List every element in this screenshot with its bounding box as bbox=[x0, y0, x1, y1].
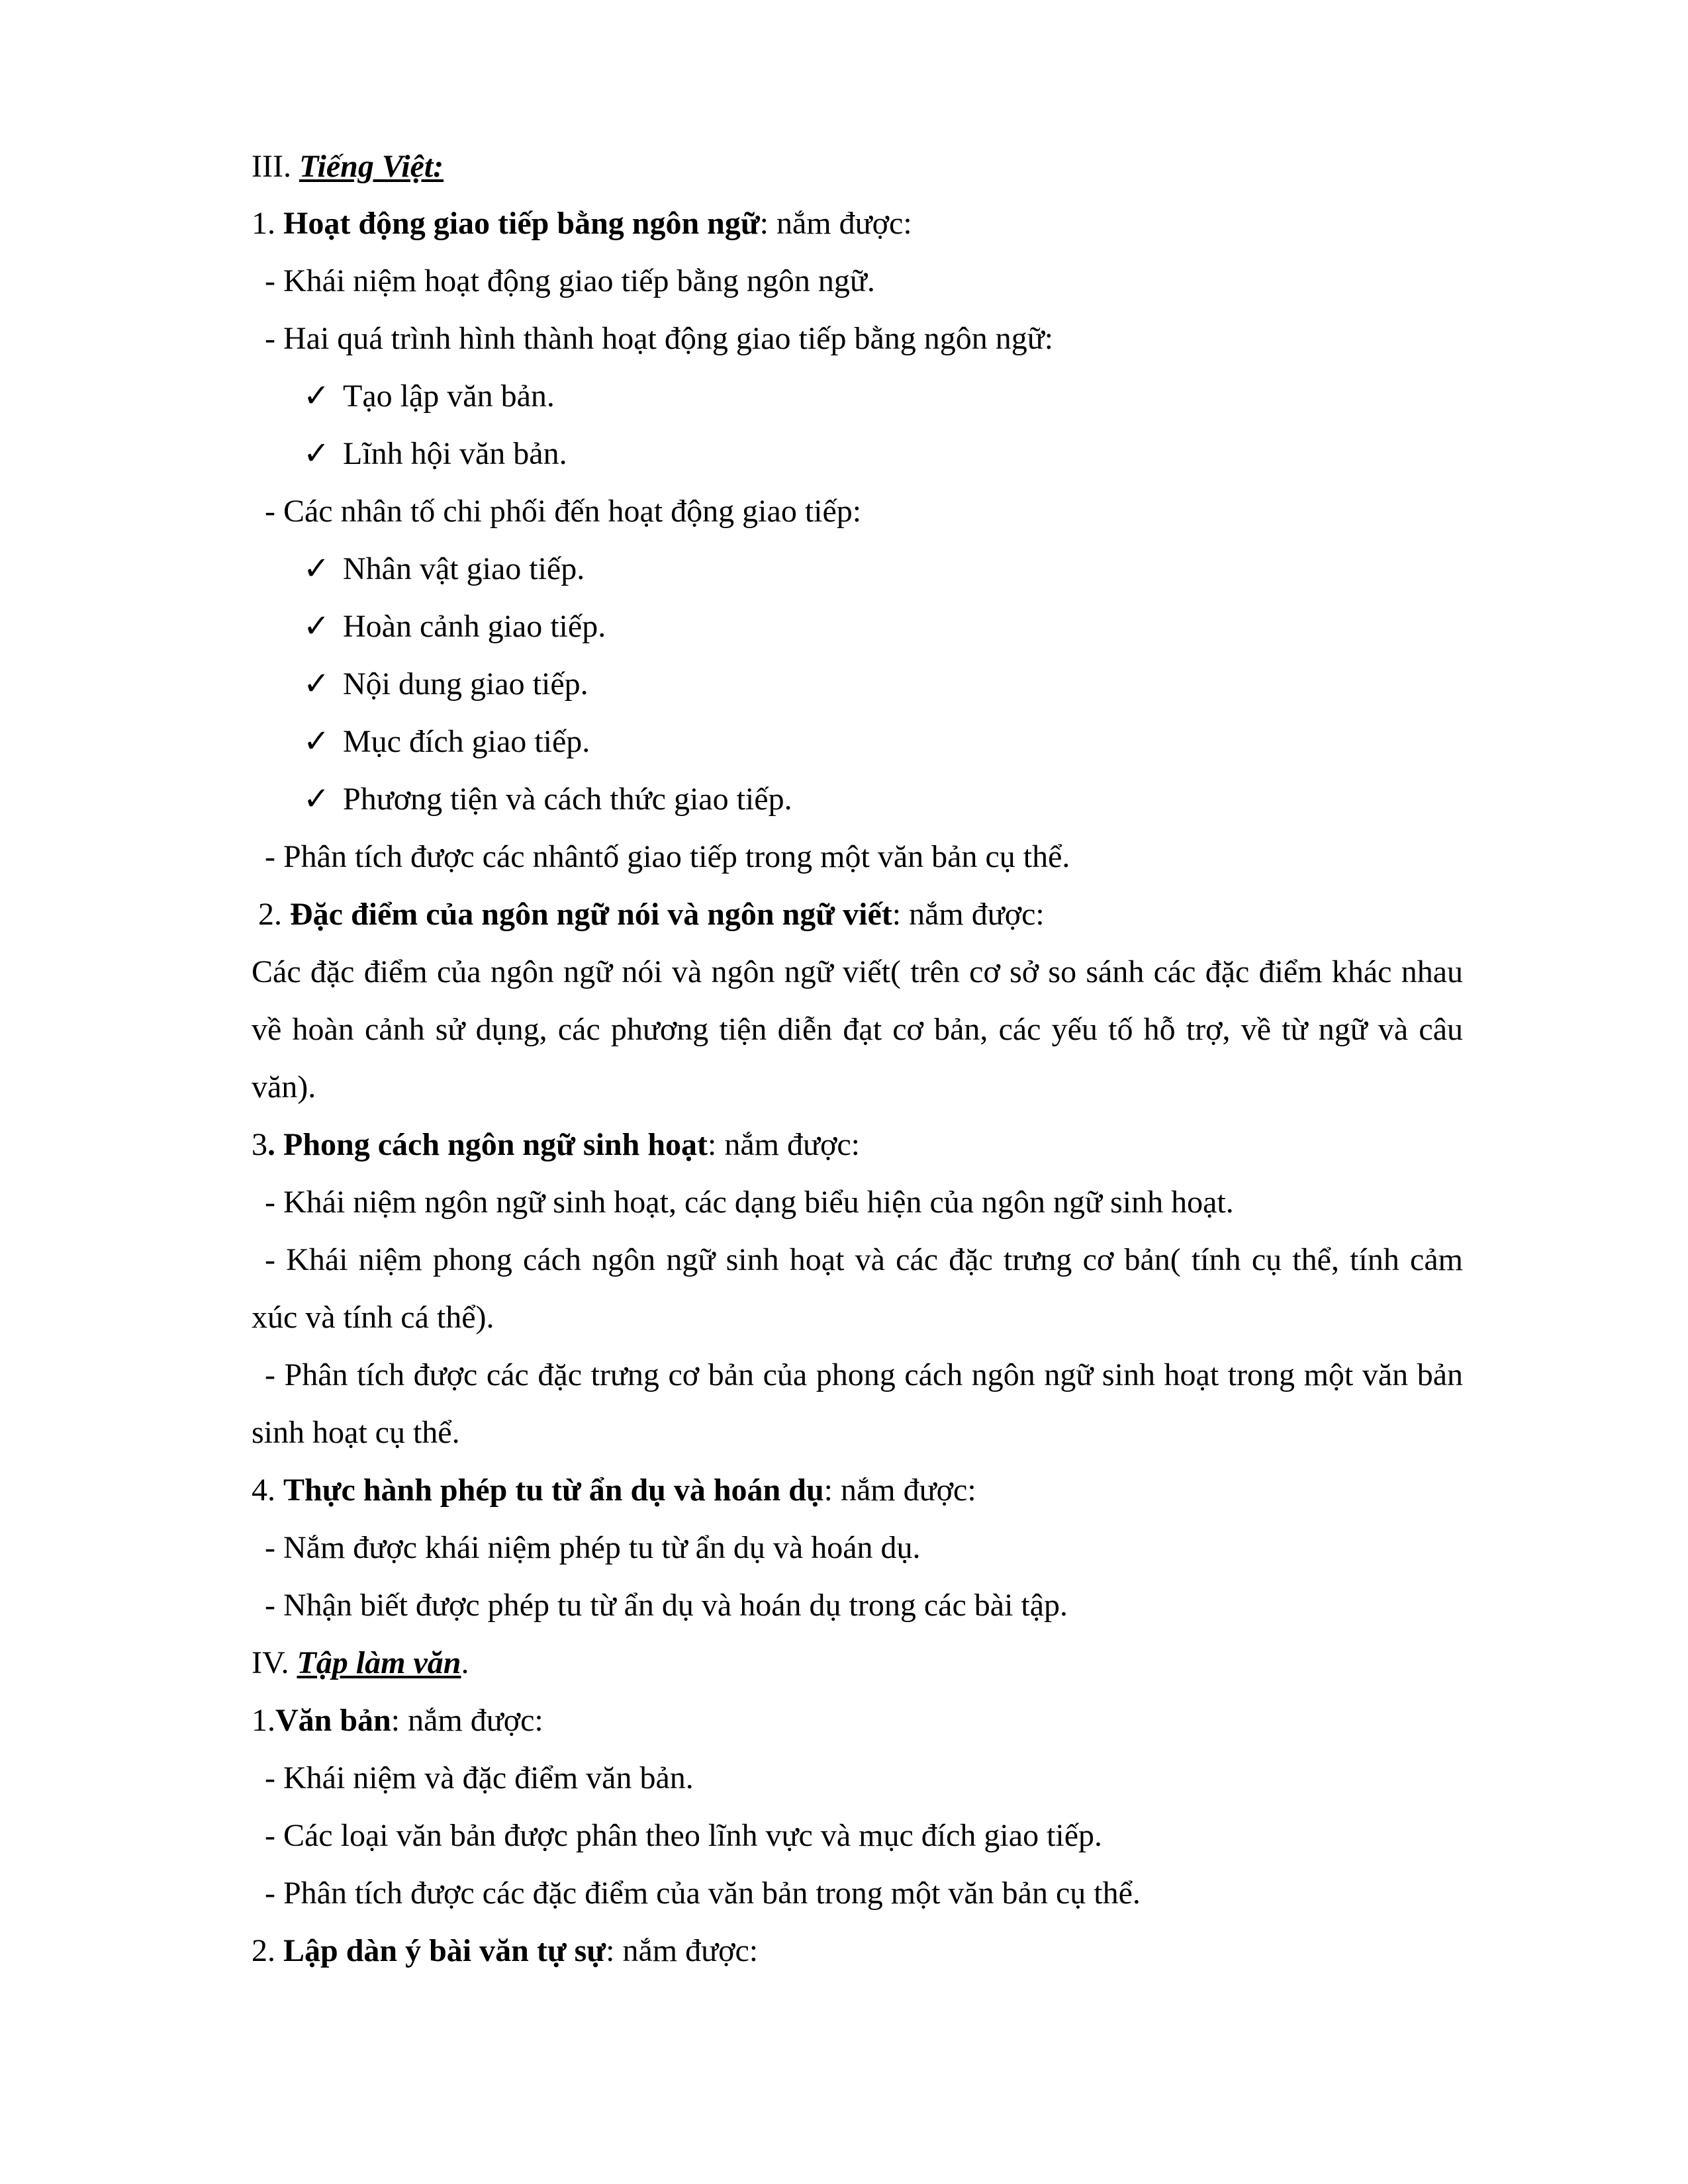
list-item: - Phân tích được các đặc điểm của văn bản trong một văn bản cụ thể. bbox=[265, 1876, 1141, 1911]
check-list-item bbox=[303, 664, 588, 704]
subsection-title: Đặc điểm của ngôn ngữ nói và ngôn ngữ viết bbox=[290, 897, 892, 932]
subsection-tail: : nắm được: bbox=[759, 206, 912, 241]
check-mark-icon: ✓ bbox=[303, 436, 330, 471]
subsection-title: Lập dàn ý bài văn tự sự bbox=[283, 1933, 606, 1968]
list-item: - Phân tích được các nhântố giao tiếp trong một văn bản cụ thể. bbox=[265, 839, 1070, 874]
section-title: Tiếng Việt: bbox=[299, 149, 444, 184]
section-title: Tập làm văn bbox=[297, 1645, 461, 1680]
subsection-title: . Phong cách ngôn ngữ sinh hoạt bbox=[267, 1127, 708, 1162]
check-item-text: Phương tiện và cách thức giao tiếp. bbox=[343, 782, 792, 817]
list-item: - Các nhân tố chi phối đến hoạt động giao tiếp: bbox=[265, 494, 862, 529]
subsection-tail: : nắm được: bbox=[892, 897, 1045, 932]
check-mark-icon: ✓ bbox=[303, 724, 330, 759]
check-list-item bbox=[303, 549, 585, 589]
check-item-text: Tạo lập văn bản. bbox=[343, 379, 555, 414]
check-mark-icon: ✓ bbox=[303, 551, 330, 586]
paragraph: Các đặc điểm của ngôn ngữ nói và ngôn ngữ viết( trên cơ sở so sánh các đặc điểm khác nhau về hoàn cảnh sử dụng, các phương tiện diễn đạt cơ bản, các yếu tố hỗ trợ, về từ ngữ và câu văn). bbox=[252, 954, 1463, 1105]
paragraph: - Phân tích được các đặc trưng cơ bản của phong cách ngôn ngữ sinh hoạt trong một văn bản sinh hoạt cụ thể. bbox=[252, 1357, 1463, 1450]
subsection-tail: : nắm được: bbox=[391, 1703, 543, 1738]
section-heading-tap-lam-van bbox=[252, 1643, 469, 1683]
subsection-heading-4 bbox=[252, 1471, 976, 1510]
check-list-item bbox=[303, 780, 792, 819]
subsection-heading-iv-1 bbox=[252, 1701, 543, 1741]
check-item-text: Hoàn cảnh giao tiếp. bbox=[343, 609, 606, 644]
subsection-heading-2 bbox=[258, 895, 1045, 934]
list-item: - Các loại văn bản được phân theo lĩnh vực và mục đích giao tiếp. bbox=[265, 1818, 1103, 1853]
section-heading-tieng-viet bbox=[252, 147, 444, 187]
section-roman-numeral: III. bbox=[252, 149, 291, 184]
subsection-number: 4. bbox=[252, 1473, 275, 1508]
subsection-heading-1 bbox=[252, 204, 912, 244]
subsection-tail: : nắm được: bbox=[606, 1933, 759, 1968]
check-list-item bbox=[303, 377, 555, 416]
check-item-text: Lĩnh hội văn bản. bbox=[343, 436, 567, 471]
section-title-end: . bbox=[461, 1645, 469, 1680]
check-list-item bbox=[303, 722, 590, 762]
subsection-number: 2. bbox=[258, 897, 282, 932]
subsection-heading-iv-2 bbox=[252, 1931, 758, 1971]
subsection-number: 2. bbox=[252, 1933, 275, 1968]
list-item: - Nắm được khái niệm phép tu từ ẩn dụ và hoán dụ. bbox=[265, 1530, 921, 1565]
check-list-item bbox=[303, 607, 606, 647]
section-roman-numeral: IV. bbox=[252, 1645, 289, 1680]
subsection-title: Thực hành phép tu từ ẩn dụ và hoán dụ bbox=[283, 1473, 824, 1508]
check-list-item bbox=[303, 434, 567, 474]
check-item-text: Mục đích giao tiếp. bbox=[343, 724, 590, 759]
check-mark-icon: ✓ bbox=[303, 379, 330, 414]
list-item: - Nhận biết được phép tu từ ẩn dụ và hoán dụ trong các bài tập. bbox=[265, 1588, 1068, 1623]
list-item: - Khái niệm ngôn ngữ sinh hoạt, các dạng biểu hiện của ngôn ngữ sinh hoạt. bbox=[265, 1185, 1234, 1220]
subsection-title: Văn bản bbox=[275, 1703, 391, 1738]
subsection-number: 1. bbox=[252, 206, 275, 241]
check-mark-icon: ✓ bbox=[303, 782, 330, 817]
list-item: - Khái niệm và đặc điểm văn bản. bbox=[265, 1760, 694, 1796]
subsection-tail: : nắm được: bbox=[823, 1473, 976, 1508]
check-item-text: Nhân vật giao tiếp. bbox=[343, 551, 585, 586]
subsection-title: Hoạt động giao tiếp bằng ngôn ngữ bbox=[283, 206, 760, 241]
subsection-number: 3 bbox=[252, 1127, 267, 1162]
check-mark-icon: ✓ bbox=[303, 666, 330, 702]
check-item-text: Nội dung giao tiếp. bbox=[343, 666, 588, 702]
check-mark-icon: ✓ bbox=[303, 609, 330, 644]
list-item: - Khái niệm hoạt động giao tiếp bằng ngôn ngữ. bbox=[265, 263, 875, 298]
list-item: - Hai quá trình hình thành hoạt động giao tiếp bằng ngôn ngữ: bbox=[265, 321, 1054, 356]
paragraph: - Khái niệm phong cách ngôn ngữ sinh hoạt và các đặc trưng cơ bản( tính cụ thể, tính cảm xúc và tính cá thể). bbox=[252, 1242, 1463, 1335]
subsection-heading-3 bbox=[252, 1125, 860, 1165]
subsection-number: 1. bbox=[252, 1703, 275, 1738]
subsection-tail: : nắm được: bbox=[708, 1127, 861, 1162]
